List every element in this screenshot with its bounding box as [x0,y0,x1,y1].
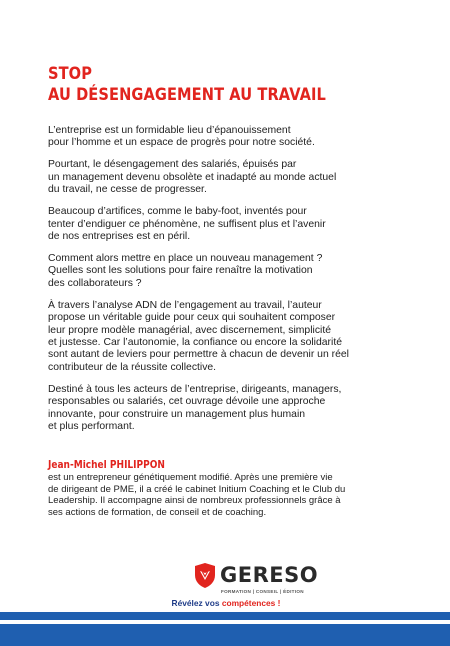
blurb-paragraph: Beaucoup d’artifices, comme le baby-foot, inventés pour tenter d’endiguer ce phénomène, ne suffisent plus et l’avenir de nos entreprises est en péril. [48,206,326,243]
blurb-paragraph: L’entreprise est un formidable lieu d’épanouissement pour l’homme et un espace de progrès pour notre société. [48,125,315,149]
footer-stripe-top [0,612,450,620]
gereso-shield-icon [194,562,216,589]
tagline-accent: compétences ! [221,598,281,608]
author-bio: est un entrepreneur génétiquement modifié. Après une première vie de dirigeant de PME, il a créé le cabinet Initium Coaching et le Club du Leadership. Il accompagne ainsi de nombreux professionnels grâce à ses actions de formation, de conseil et de coaching. [48,472,346,518]
footer-stripes [0,612,450,646]
blurb-paragraph: Pourtant, le désengagement des salariés, épuisés par un management devenu obsolète et inadapté au monde actuel du travail, ne cesse de progresser. [48,159,337,196]
publisher-subtitle: FORMATION | CONSEIL | ÉDITION [221,589,304,594]
footer-stripe-bottom [0,624,450,646]
blurb-paragraph: À travers l’analyse ADN de l’engagement au travail, l’auteur propose un véritable guide pour ceux qui souhaitent composer leur propre modèle managérial, avec discernement, simplicité et justesse. Car l’autonomie, la confiance ou encore la solidarité sont autant de leviers pour permettre à chacun de devenir un réel contributeur de la réussite collective. [48,299,349,373]
blurb [48,125,396,443]
book-title [48,64,358,106]
blurb-paragraph: Destiné à tous les acteurs de l’entreprise, dirigeants, managers, responsables ou salariés, cet ouvrage dévoile une approche innovante, pour construire un management plus humain et plus performant. [48,383,342,433]
tagline-prefix: Révélez vos [171,598,222,608]
author-name: Jean-Michel PHILIPPON [48,458,165,471]
book-title-line-2: AU DÉSENGAGEMENT AU TRAVAIL [48,85,326,105]
publisher-name: GERESO [220,563,319,587]
book-title-line-1: STOP [48,64,92,84]
blurb-paragraph: Comment alors mettre en place un nouveau management ? Quelles sont les solutions pour faire renaître la motivation des collaborateurs ? [48,253,323,289]
publisher-tagline [166,598,286,608]
